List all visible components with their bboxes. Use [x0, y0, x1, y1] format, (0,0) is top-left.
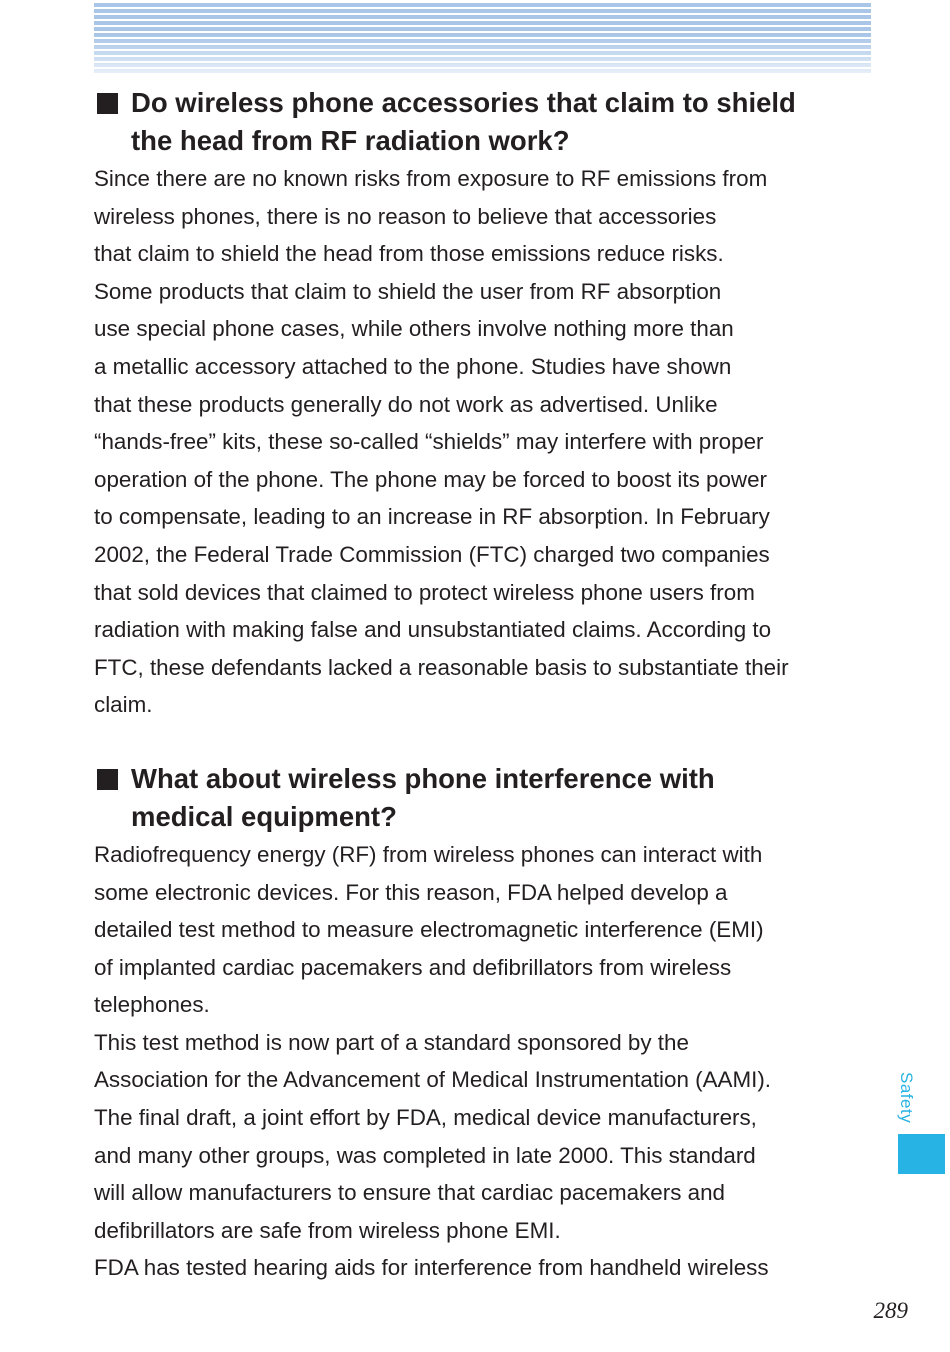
body-line: This test method is now part of a standard sponsored by the — [94, 1029, 689, 1055]
chapter-tab-marker — [898, 1134, 945, 1174]
body-line: Association for the Advancement of Medical Instrumentation (AAMI). — [94, 1067, 772, 1093]
body-line: defibrillators are safe from wireless phone EMI. — [94, 1217, 561, 1243]
chapter-tab-label: Safety — [897, 1072, 916, 1124]
heading-line: What about wireless phone interference with — [131, 762, 715, 794]
body-line: Some products that claim to shield the user from RF absorption — [94, 278, 722, 304]
heading-line: Do wireless phone accessories that claim to shield — [131, 87, 796, 118]
body-line: telephones. — [94, 992, 210, 1018]
header-decoration-band — [94, 3, 871, 75]
body-line: will allow manufacturers to ensure that cardiac pacemakers and — [94, 1180, 725, 1206]
body-line: that sold devices that claimed to protect wireless phone users from — [94, 579, 755, 605]
body-line: Since there are no known risks from exposure to RF emissions from — [94, 166, 768, 191]
body-line: to compensate, leading to an increase in RF absorption. In February — [94, 504, 770, 530]
section-heading-rf-shields — [94, 84, 884, 160]
body-line: a metallic accessory attached to the phone. Studies have shown — [94, 353, 732, 379]
body-line: “hands-free” kits, these so-called “shields” may interfere with proper — [94, 429, 764, 455]
body-line: that these products generally do not work as advertised. Unlike — [94, 391, 718, 417]
body-line: operation of the phone. The phone may be forced to boost its power — [94, 466, 767, 492]
square-bullet-icon — [97, 93, 118, 114]
heading-line: medical equipment? — [131, 800, 397, 832]
section-body-medical-equipment — [94, 836, 884, 1287]
square-bullet-icon — [97, 769, 118, 790]
body-line: 2002, the Federal Trade Commission (FTC) charged two companies — [94, 541, 770, 567]
body-line: claim. — [94, 692, 153, 718]
section-spacer — [94, 724, 884, 760]
body-line: radiation with making false and unsubstantiated claims. According to — [94, 617, 772, 643]
body-line: some electronic devices. For this reason, FDA helped develop a — [94, 879, 728, 905]
body-line: Radiofrequency energy (RF) from wireless phones can interact with — [94, 841, 763, 867]
body-line: of implanted cardiac pacemakers and defibrillators from wireless — [94, 954, 732, 980]
body-line: and many other groups, was completed in late 2000. This standard — [94, 1142, 756, 1168]
body-line: FDA has tested hearing aids for interference from handheld wireless — [94, 1255, 769, 1281]
body-line: FTC, these defendants lacked a reasonable basis to substantiate their — [94, 654, 789, 680]
body-line: The final draft, a joint effort by FDA, medical device manufacturers, — [94, 1105, 757, 1131]
body-line: that claim to shield the head from those emissions reduce risks. — [94, 241, 724, 267]
body-line: detailed test method to measure electromagnetic interference (EMI) — [94, 917, 764, 943]
body-line: wireless phones, there is no reason to believe that accessories — [94, 203, 717, 229]
heading-line: the head from RF radiation work? — [131, 125, 570, 156]
page-content — [94, 84, 884, 1287]
section-body-rf-shields — [94, 160, 884, 724]
section-heading-medical-equipment — [94, 760, 884, 836]
page-number: 289 — [873, 1298, 908, 1323]
body-line: use special phone cases, while others involve nothing more than — [94, 316, 734, 342]
